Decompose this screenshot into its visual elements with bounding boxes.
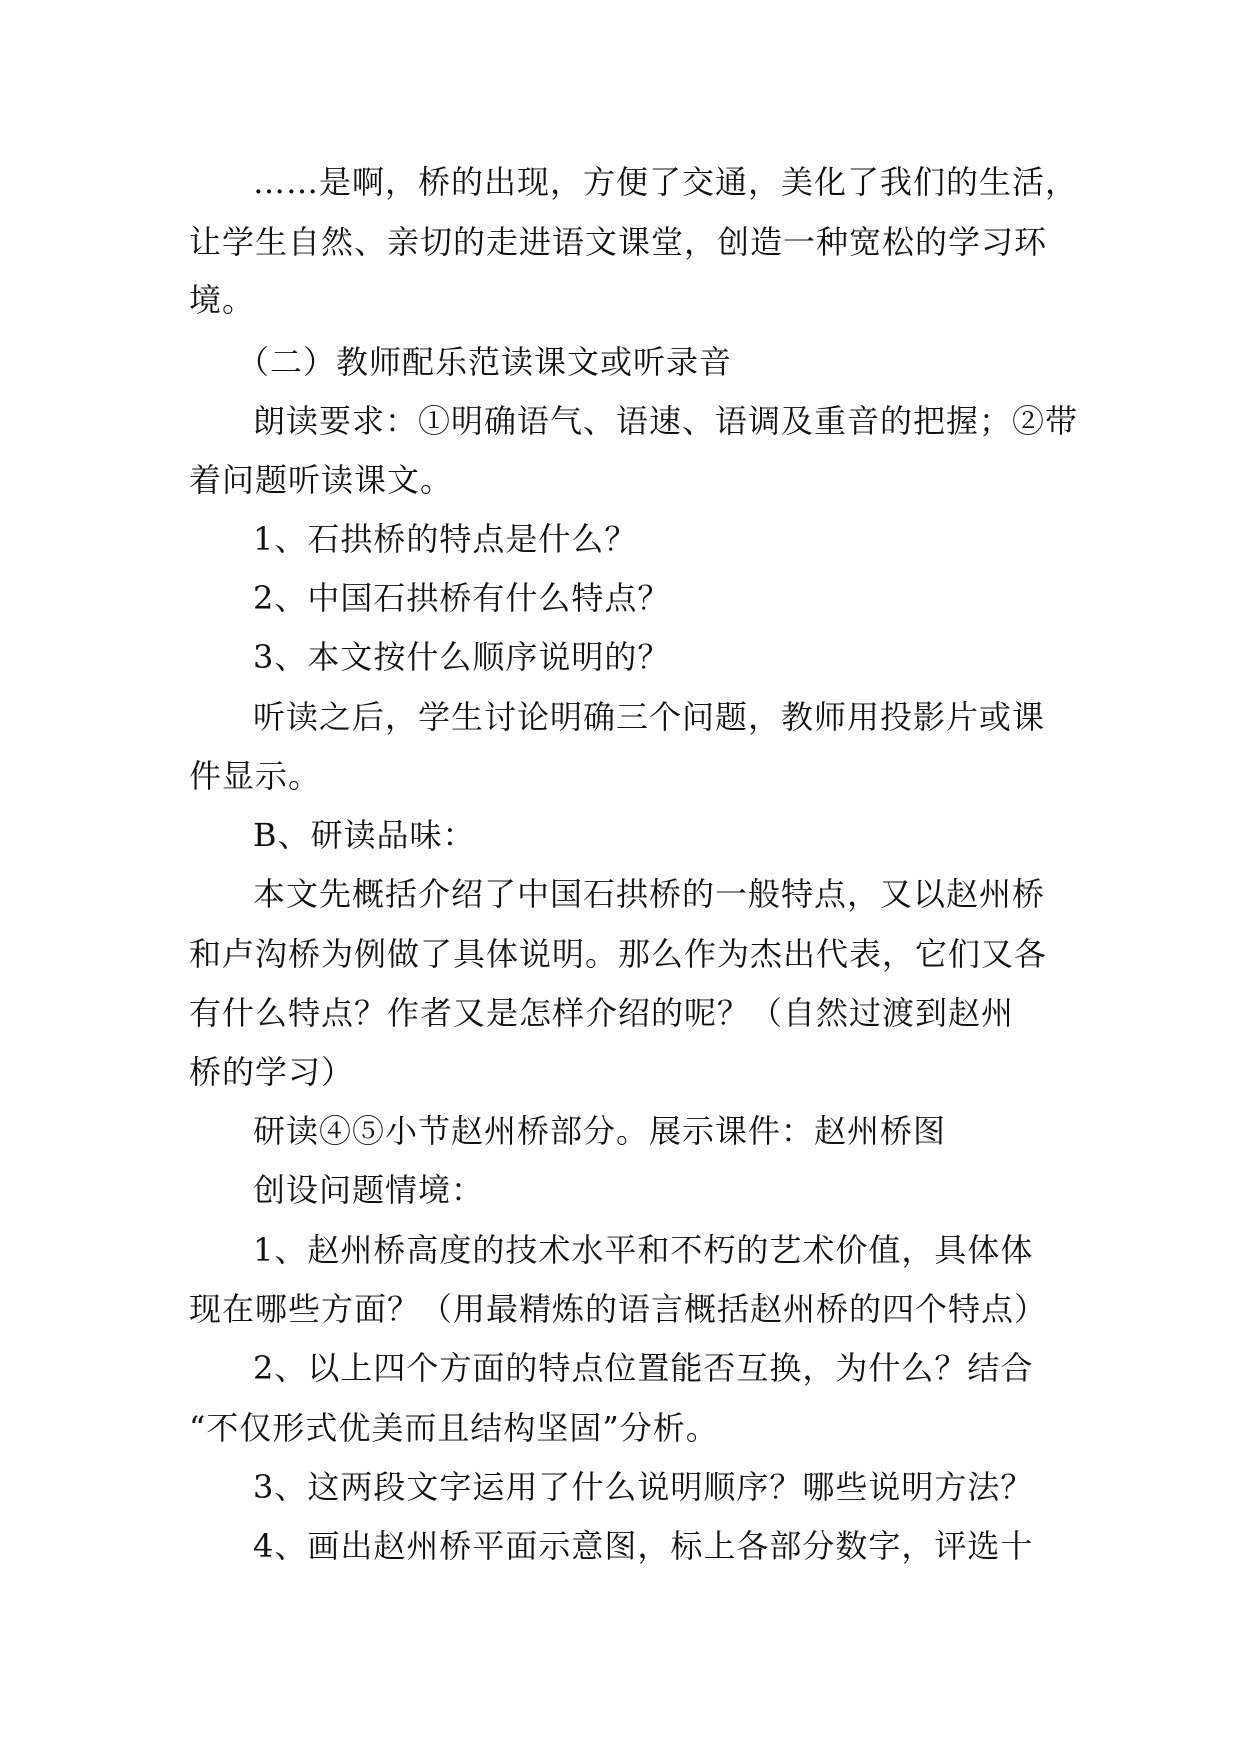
text-line: 件显示。 — [189, 757, 322, 795]
text-line: 听读之后，学生讨论明确三个问题，教师用投影片或课 — [253, 698, 1046, 736]
text-line: 有什么特点？作者又是怎样介绍的呢？（自然过渡到赵州 — [189, 994, 1015, 1032]
section-heading: （二）教师配乐范读课文或听录音 — [237, 343, 733, 381]
question-item: 2、以上四个方面的特点位置能否互换，为什么？结合 — [253, 1349, 1034, 1387]
text-line: 研读④⑤小节赵州桥部分。展示课件：赵州桥图 — [253, 1112, 947, 1150]
text-line: “不仅形式优美而且结构坚固”分析。 — [189, 1409, 719, 1447]
text-line: ……是啊，桥的出现，方便了交通，美化了我们的生活， — [253, 163, 1079, 201]
text-line: 朗读要求：①明确语气、语速、语调及重音的把握；②带 — [253, 402, 1079, 440]
question-item: 1、石拱桥的特点是什么？ — [253, 520, 638, 558]
text-line: 桥的学习） — [189, 1053, 355, 1091]
section-heading: B、研读品味： — [253, 816, 476, 854]
text-line: 让学生自然、亲切的走进语文课堂，创造一种宽松的学习环 — [189, 223, 1048, 261]
text-line: 本文先概括介绍了中国石拱桥的一般特点，又以赵州桥 — [253, 875, 1046, 913]
text-line: 着问题听读课文。 — [189, 461, 454, 499]
text-line: 境。 — [189, 281, 256, 319]
question-item: 4、画出赵州桥平面示意图，标上各部分数字，评选十 — [253, 1527, 1034, 1565]
question-item: 3、本文按什么顺序说明的？ — [253, 638, 671, 676]
question-item: 2、中国石拱桥有什么特点？ — [253, 579, 671, 617]
text-line: 和卢沟桥为例做了具体说明。那么作为杰出代表，它们又各 — [189, 935, 1048, 973]
question-item: 3、这两段文字运用了什么说明顺序？哪些说明方法？ — [253, 1468, 1034, 1506]
text-line: 创设问题情境： — [253, 1171, 485, 1209]
question-item: 1、赵州桥高度的技术水平和不朽的艺术价值，具体体 — [253, 1231, 1034, 1269]
text-line: 现在哪些方面？（用最精炼的语言概括赵州桥的四个特点） — [189, 1290, 1048, 1328]
